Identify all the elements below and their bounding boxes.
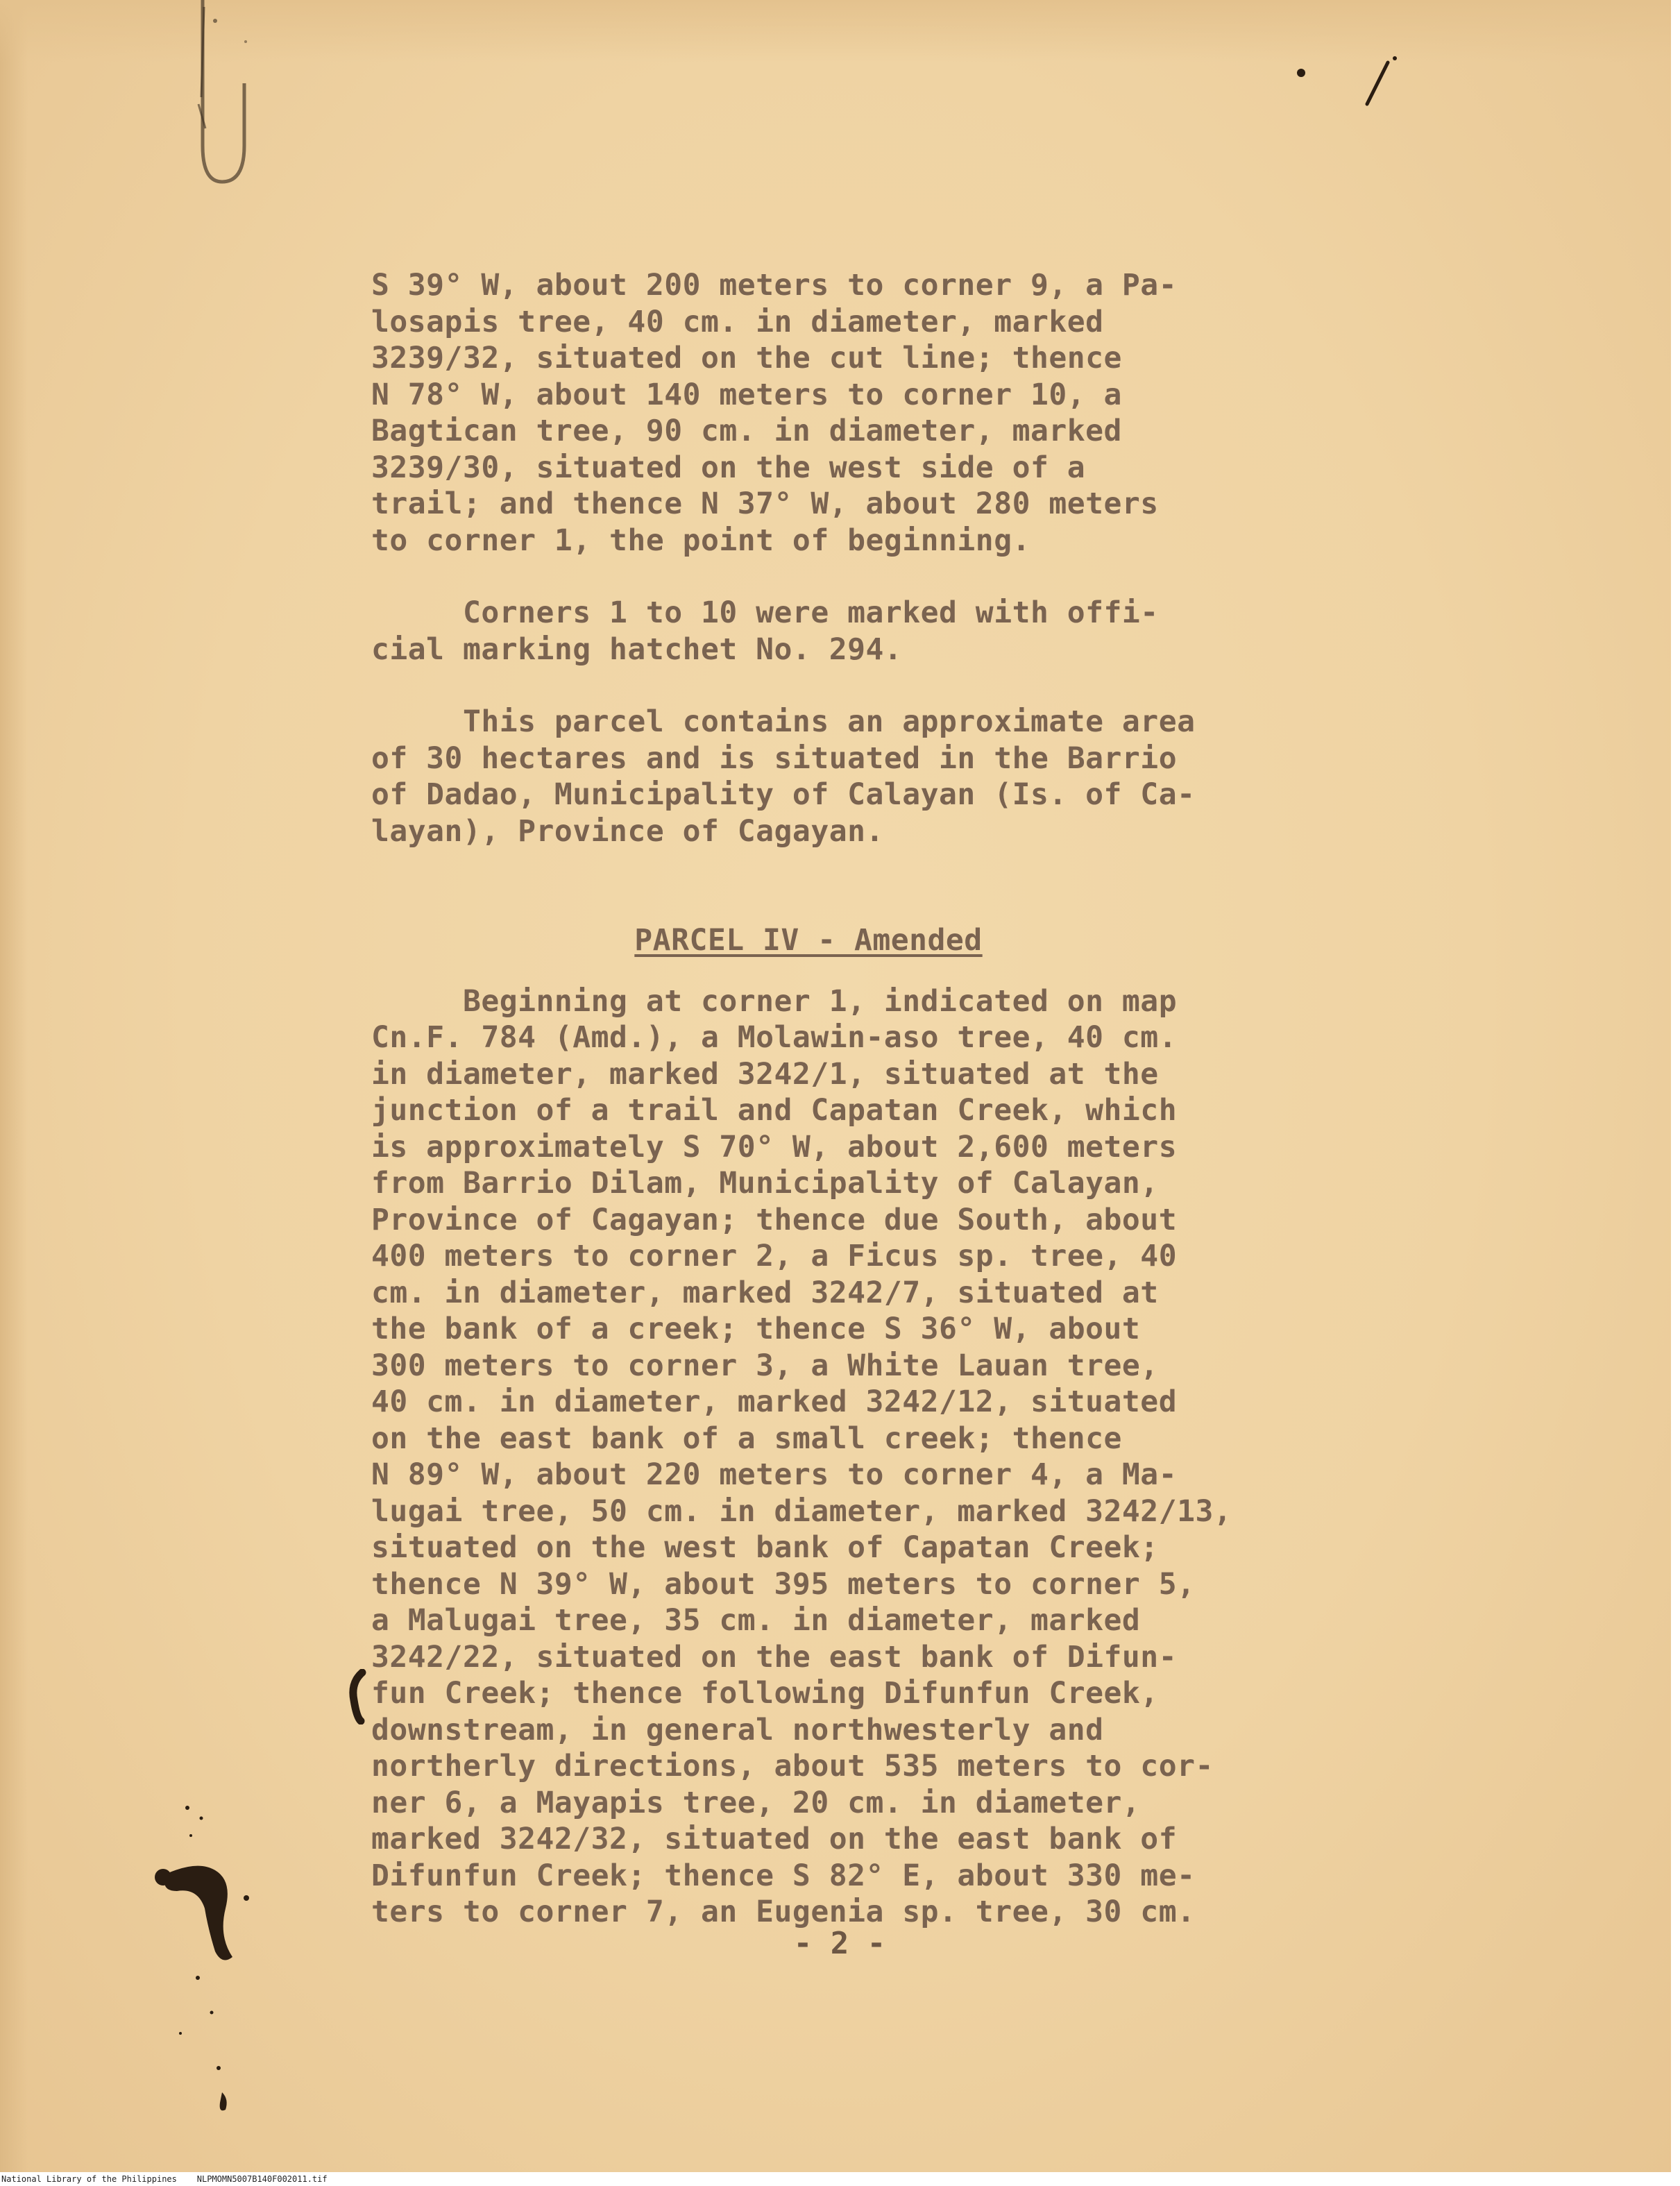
- paper-left-shadow: [0, 0, 28, 2172]
- text-line: from Barrio Dilam, Municipality of Calayan,: [371, 1166, 1159, 1201]
- paragraph-area: [371, 704, 1371, 849]
- text-line: Beginning at corner 1, indicated on map: [371, 983, 1178, 1019]
- text-line: of Dadao, Municipality of Calayan (Is. of Ca-: [371, 777, 1196, 812]
- paragraph-corners: [371, 595, 1371, 668]
- text-line: the bank of a creek; thence S 36° W, about: [371, 1312, 1141, 1346]
- text-line: northerly directions, about 535 meters to cor-: [371, 1749, 1214, 1783]
- text-line: downstream, in general northwesterly and: [371, 1712, 1104, 1747]
- text-line: cial marking hatchet No. 294.: [371, 632, 903, 667]
- text-line: is approximately S 70° W, about 2,600 meters: [371, 1129, 1178, 1164]
- text-line: thence N 39° W, about 395 meters to corner 5,: [371, 1566, 1196, 1602]
- text-line: 3239/30, situated on the west side of a: [371, 450, 1086, 485]
- text-line: Bagtican tree, 90 cm. in diameter, marked: [371, 414, 1122, 448]
- paragraph-parcel-iv: [371, 983, 1371, 1931]
- text-line: 400 meters to corner 2, a Ficus sp. tree, 40: [371, 1239, 1178, 1273]
- text-line: N 78° W, about 140 meters to corner 10, a: [371, 377, 1122, 412]
- text-line: in diameter, marked 3242/1, situated at the: [371, 1056, 1159, 1092]
- text-line: on the east bank of a small creek; thence: [371, 1421, 1122, 1456]
- paragraph-gap: [371, 559, 1371, 595]
- text-line: lugai tree, 50 cm. in diameter, marked 3242/13,: [371, 1493, 1232, 1529]
- paragraph-gap: [371, 849, 1371, 922]
- text-line: marked 3242/32, situated on the east bank of: [371, 1822, 1178, 1856]
- section-heading: PARCEL IV - Amended: [634, 923, 983, 958]
- paperclip-mark-icon: [187, 0, 271, 201]
- text-line: Cn.F. 784 (Amd.), a Molawin-aso tree, 40 cm.: [371, 1020, 1178, 1055]
- ink-stain-bottom-left-icon: [149, 1804, 274, 2124]
- paragraph-gap: [371, 668, 1371, 704]
- text-line: 40 cm. in diameter, marked 3242/12, situated: [371, 1384, 1178, 1419]
- text-line: Province of Cagayan; thence due South, about: [371, 1202, 1178, 1237]
- text-line: This parcel contains an approximate area: [371, 704, 1196, 739]
- page-number: - 2 -: [793, 1926, 886, 1961]
- text-line: fun Creek; thence following Difunfun Creek,: [371, 1676, 1159, 1711]
- text-line: losapis tree, 40 cm. in diameter, marked: [371, 304, 1104, 339]
- text-line: S 39° W, about 200 meters to corner 9, a Pa-: [371, 268, 1178, 303]
- text-line: 300 meters to corner 3, a White Lauan tree,: [371, 1348, 1159, 1383]
- text-line: to corner 1, the point of beginning.: [371, 523, 1030, 558]
- text-line: 3242/22, situated on the east bank of Difun-: [371, 1639, 1178, 1675]
- text-line: N 89° W, about 220 meters to corner 4, a Ma-: [371, 1457, 1178, 1492]
- text-line: cm. in diameter, marked 3242/7, situated at: [371, 1275, 1159, 1310]
- scan-caption: National Library of the Philippines NLPMOMN5007B140F002011.tif: [1, 2174, 328, 2184]
- text-line: trail; and thence N 37° W, about 280 meters: [371, 486, 1159, 521]
- text-line: junction of a trail and Capatan Creek, which: [371, 1093, 1178, 1128]
- document-body: [371, 267, 1371, 1931]
- paragraph-continued: [371, 267, 1371, 559]
- text-line: a Malugai tree, 35 cm. in diameter, marked: [371, 1603, 1141, 1638]
- text-line: layan), Province of Cagayan.: [371, 813, 884, 849]
- text-line: of 30 hectares and is situated in the Barrio: [371, 740, 1178, 776]
- ink-speck-top-right-icon: [1291, 56, 1402, 111]
- text-line: situated on the west bank of Capatan Creek;: [371, 1530, 1159, 1565]
- text-line: 3239/32, situated on the cut line; thence: [371, 341, 1122, 375]
- text-line: ner 6, a Mayapis tree, 20 cm. in diameter,: [371, 1785, 1141, 1820]
- paragraph-gap: [371, 959, 1371, 983]
- ink-speck-left-margin-icon: [347, 1669, 375, 1725]
- text-line: Difunfun Creek; thence S 82° E, about 330 me-: [371, 1858, 1196, 1893]
- text-line: ters to corner 7, an Eugenia sp. tree, 30 cm.: [371, 1895, 1196, 1929]
- text-line: Corners 1 to 10 were marked with offi-: [371, 595, 1159, 630]
